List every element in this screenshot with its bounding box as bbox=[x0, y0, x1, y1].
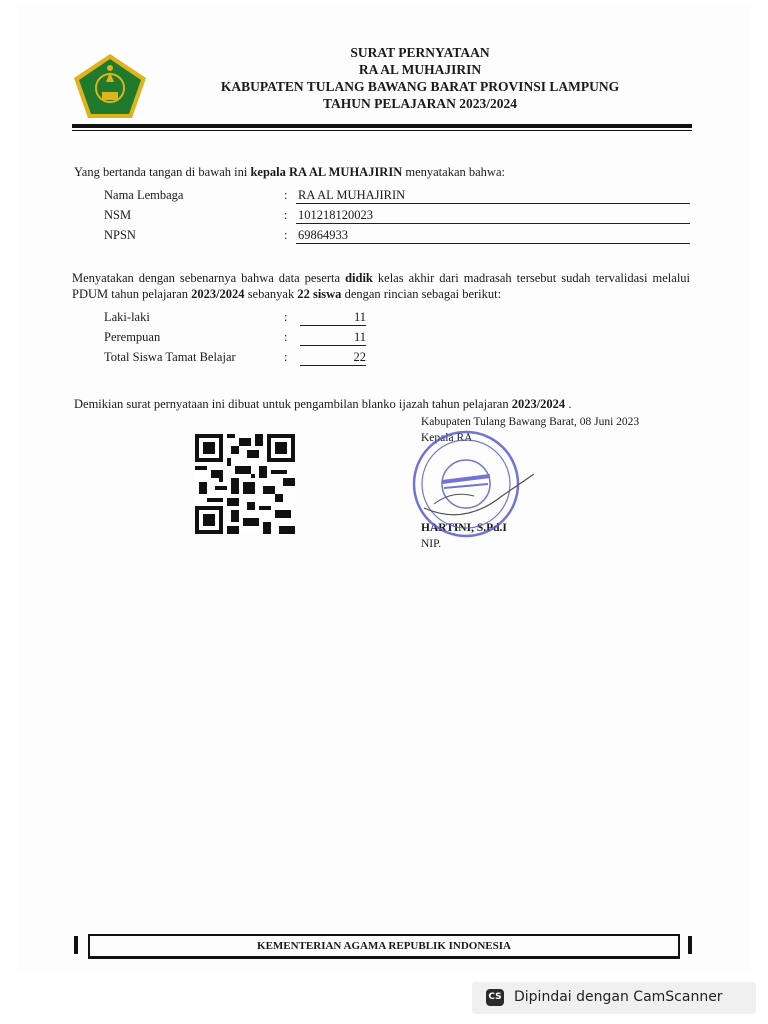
letter-header bbox=[160, 44, 680, 112]
camscanner-text: Dipindai dengan CamScanner bbox=[514, 989, 723, 1005]
footer-left-mark bbox=[74, 936, 78, 954]
header-title: SURAT PERNYATAAN bbox=[350, 45, 490, 60]
header-divider-thin bbox=[72, 130, 692, 131]
footer-ministry: KEMENTERIAN AGAMA REPUBLIK INDONESIA bbox=[88, 934, 680, 959]
kemenag-logo bbox=[72, 52, 148, 120]
intro-line: Yang bertanda tangan di bawah ini kepala RA AL MUHAJIRIN menyatakan bahwa: bbox=[74, 165, 505, 179]
header-year: TAHUN PELAJARAN 2023/2024 bbox=[322, 96, 517, 111]
sign-place-date: Kabupaten Tulang Bawang Barat, 08 Juni 2023 bbox=[421, 416, 640, 428]
sign-name: HARTINI, S.Pd.I bbox=[421, 522, 507, 534]
header-region: KABUPATEN TULANG BAWANG BARAT PROVINSI LAMPUNG bbox=[220, 79, 620, 94]
camscanner-watermark bbox=[472, 982, 756, 1014]
document-page bbox=[18, 4, 750, 974]
closing-line: Demikian surat pernyataan ini dibuat untuk pengambilan blanko ijazah tahun pelajaran 2023/2024 . bbox=[74, 397, 572, 411]
sign-nip: NIP. bbox=[421, 538, 442, 550]
footer-right-mark bbox=[688, 936, 692, 954]
official-stamp-icon bbox=[404, 426, 534, 546]
qr-code-icon bbox=[193, 434, 297, 534]
header-institution: RA AL MUHAJIRIN bbox=[358, 62, 482, 77]
header-divider bbox=[72, 124, 692, 128]
sign-role: Kepala RA bbox=[421, 432, 473, 444]
camscanner-icon: CS bbox=[486, 989, 504, 1006]
statement-paragraph: Menyatakan dengan sebenarnya bahwa data peserta didik kelas akhir dari madrasah tersebut sudah tervalidasi melalui PDUM tahun pelajaran 2023/2024 sebanyak 22 siswa dengan rincian sebagai berikut: bbox=[72, 271, 691, 301]
